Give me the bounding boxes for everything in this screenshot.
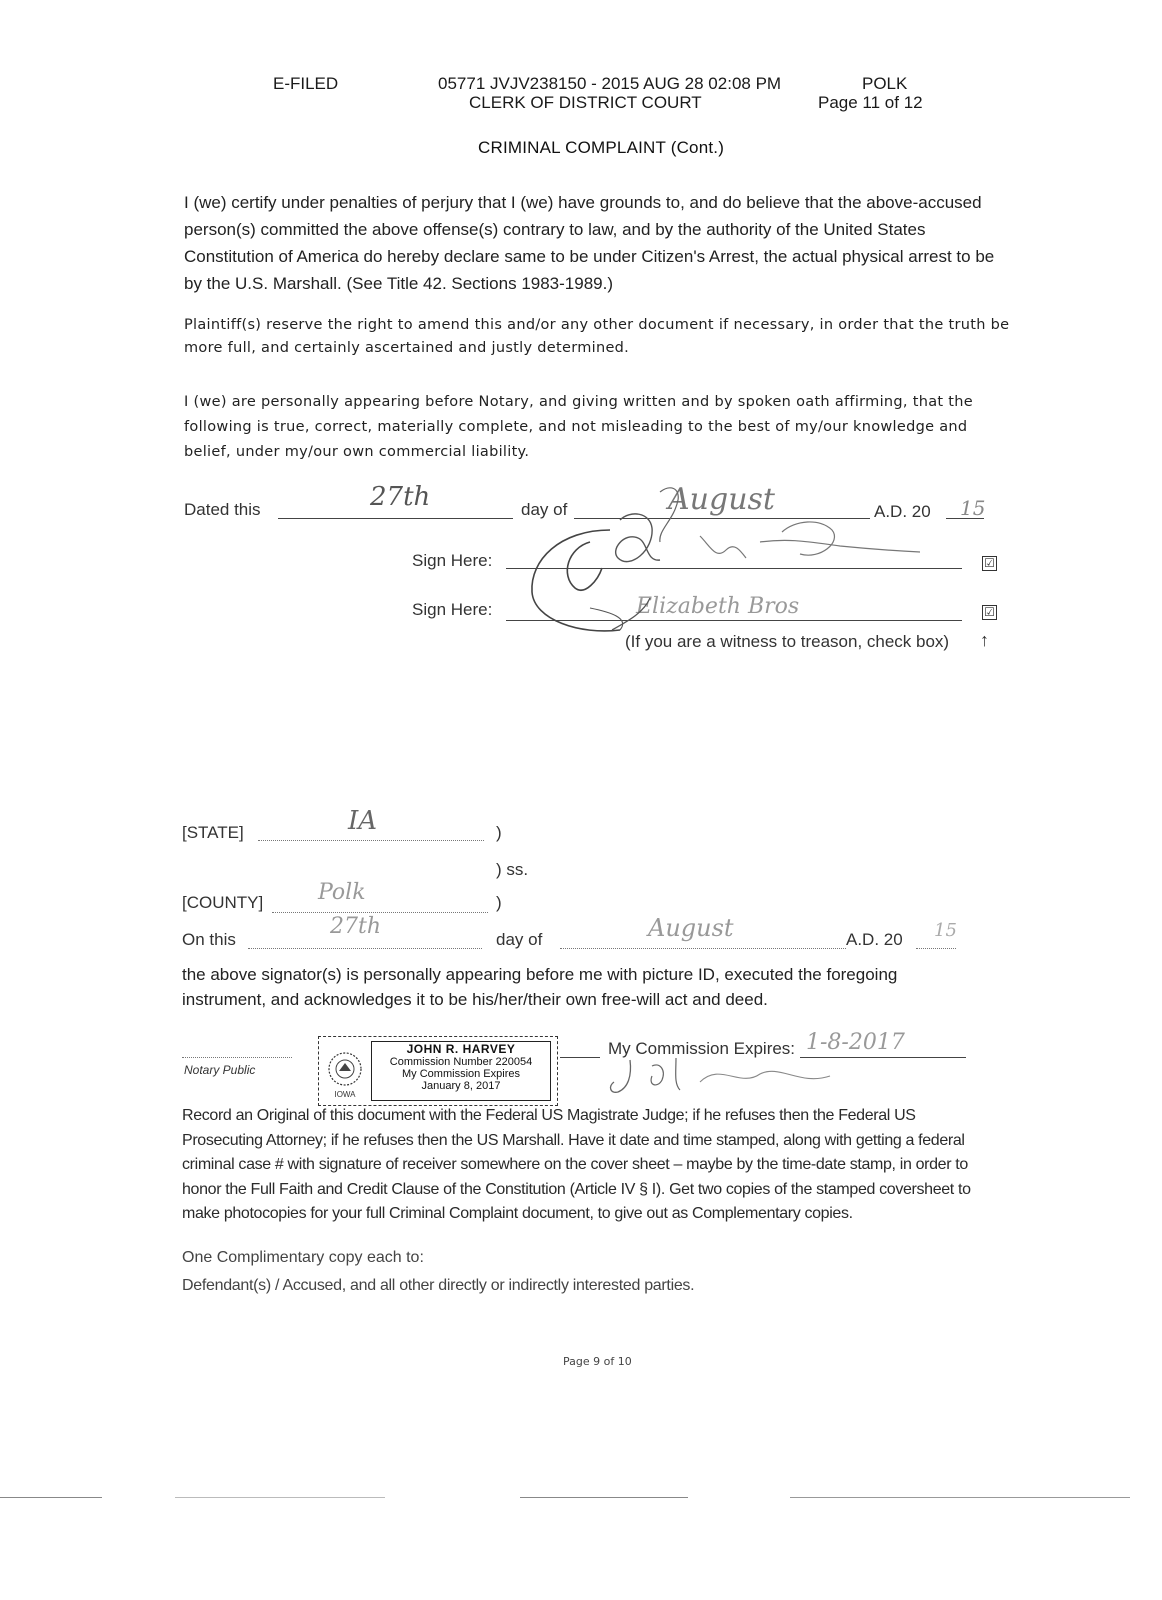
- copy-heading: One Complimentary copy each to:: [182, 1249, 424, 1266]
- footer-page-number: Page 9 of 10: [563, 1355, 632, 1368]
- reservation-paragraph: Plaintiff(s) reserve the right to amend this and/or any other document if necessary, in order that the truth be more full, and certainly ascertained and justly determined.: [184, 317, 1010, 356]
- scan-line-3: [520, 1497, 688, 1498]
- stamp-expires-label: My Commission Expires: [402, 1068, 520, 1080]
- oath-paragraph: I (we) are personally appearing before Notary, and giving written and by spoken oath affirming, that the following is true, correct, materially complete, and not misleading to the best of my/our knowledge and belief, under my/our own commercial liability.: [184, 394, 973, 460]
- witness-note: (If you are a witness to treason, check box): [625, 632, 950, 651]
- stamp-name: JOHN R. HARVEY: [406, 1042, 516, 1056]
- commission-label: My Commission Expires:: [608, 1039, 796, 1058]
- dated-ad: A.D. 20: [874, 502, 931, 521]
- dated-month-value: August: [668, 482, 775, 517]
- sign-here-label-2: Sign Here:: [412, 600, 493, 619]
- stamp-expires-date: January 8, 2017: [421, 1080, 501, 1092]
- notary-signature-line: [182, 1057, 292, 1058]
- page-title: CRIMINAL COMPLAINT (Cont.): [478, 138, 725, 157]
- county-line: [272, 912, 488, 913]
- commission-line-left: [560, 1057, 600, 1058]
- filing-id: 05771 JVJV238150 - 2015 AUG 28 02:08 PM: [438, 74, 782, 93]
- county-label: POLK: [862, 74, 908, 93]
- witness-checkbox-2[interactable]: ☑: [982, 605, 997, 620]
- on-this-month-value: August: [648, 914, 734, 942]
- county-label-notary: [COUNTY]: [182, 893, 264, 912]
- up-arrow-icon: ↑: [980, 630, 989, 650]
- handwritten-signature-1: [520, 480, 990, 650]
- on-this-label: On this: [182, 930, 236, 949]
- dated-day-of: day of: [521, 500, 568, 519]
- commission-value: 1-8-2017: [806, 1030, 905, 1055]
- state-line: [258, 840, 484, 841]
- witness-checkbox-1[interactable]: ☑: [982, 556, 997, 571]
- page-number: Page 11 of 12: [818, 93, 923, 112]
- efiled-label: E-FILED: [273, 74, 339, 93]
- signature-2-value: Elizabeth Bros: [636, 594, 800, 619]
- on-this-day-line: [248, 948, 482, 949]
- notary-public-label: Notary Public: [184, 1063, 256, 1077]
- dated-label: Dated this: [184, 500, 261, 519]
- clerk-label: CLERK OF DISTRICT COURT: [469, 93, 702, 112]
- on-this-year-value: 15: [934, 920, 957, 941]
- dated-year-value: 15: [960, 496, 986, 520]
- dated-day-line: [278, 518, 513, 519]
- notary-stamp: [318, 1036, 558, 1106]
- sign-here-label-1: Sign Here:: [412, 551, 493, 570]
- stamp-state-text: IOWA: [334, 1090, 356, 1099]
- notary-handwritten-signature: [600, 1052, 860, 1102]
- state-seal-icon: [325, 1043, 365, 1099]
- state-value: IA: [348, 806, 378, 836]
- county-value: Polk: [318, 880, 366, 905]
- dated-day-value: 27th: [370, 482, 431, 512]
- on-this-ad: A.D. 20: [846, 930, 903, 949]
- acknowledgment-statement: the above signator(s) is personally appearing before me with picture ID, executed the foregoing instrument, and acknowledges it to be his/her/their own free-will act and deed.: [182, 965, 898, 1009]
- recording-instructions: Record an Original of this document with the Federal US Magistrate Judge; if he refuses then the Federal US Prosecuting Attorney; if he refuses then the US Marshall. Have it date and time stamped, along with getting a federal criminal case # with signature of receiver somewhere on the cover sheet – maybe by the time-date stamp, in order to honor the Full Faith and Credit Clause of the Constitution (Article IV § I). Get two copies of the stamped coversheet to make photocopies for your full Criminal Complaint document, to give out as Complementary copies.: [182, 1107, 971, 1222]
- ss-label: ) ss.: [496, 860, 529, 879]
- copy-recipients: Defendant(s) / Accused, and all other directly or indirectly interested parties.: [182, 1277, 695, 1294]
- certification-paragraph: I (we) certify under penalties of perjury that I (we) have grounds to, and do believe that the above-accused person(s) committed the above offense(s) contrary to law, and by the authority of the United States Constitution of America do hereby declare same to be under Citizen's Arrest, the actual physical arrest to be by the U.S. Marshall. (See Title 42. Sections 1983-1989.): [184, 193, 995, 293]
- stamp-commission-number: Commission Number 220054: [389, 1056, 533, 1068]
- scan-line-1: [0, 1497, 102, 1498]
- state-paren: ): [496, 823, 502, 842]
- on-this-day-value: 27th: [330, 914, 382, 939]
- on-this-year-line: [916, 948, 956, 949]
- on-this-day-of: day of: [496, 930, 543, 949]
- state-label: [STATE]: [182, 823, 244, 842]
- on-this-month-line: [560, 948, 846, 949]
- stamp-text-box: [371, 1041, 551, 1101]
- scan-line-2: [175, 1497, 385, 1498]
- county-paren: ): [496, 893, 502, 912]
- scan-line-4: [790, 1497, 1130, 1498]
